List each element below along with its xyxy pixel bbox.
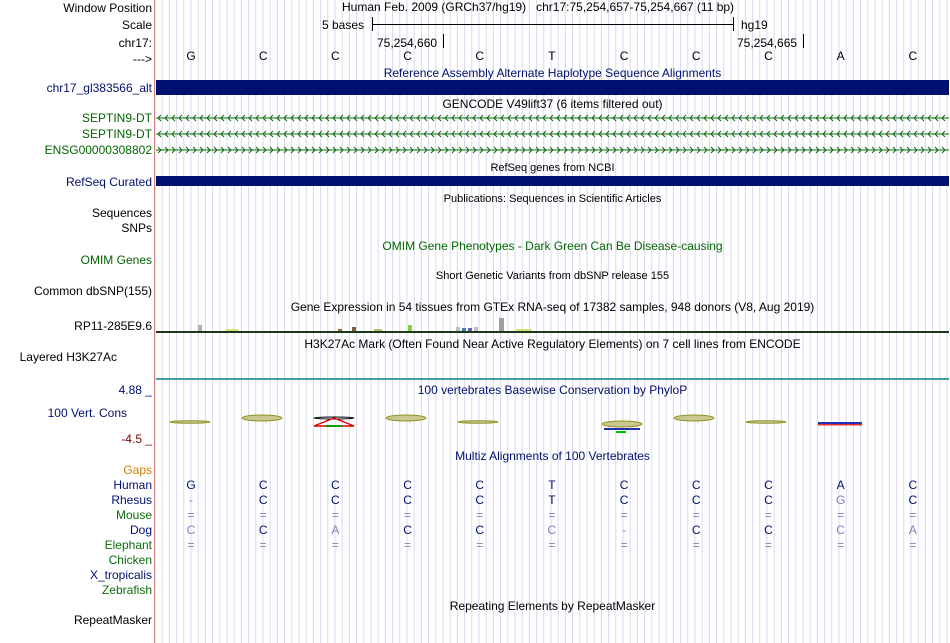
alignment-base: C [331, 493, 340, 507]
species-label-mouse[interactable]: Mouse [115, 508, 152, 522]
gencode-feature-2[interactable] [156, 128, 949, 140]
h3k27ac-signal[interactable] [156, 378, 949, 380]
sequences-label[interactable]: Sequences [91, 206, 152, 220]
chrom-label: chr17: [118, 36, 152, 50]
gtex-expression-bars[interactable] [156, 315, 949, 333]
scale-bar [372, 24, 733, 25]
alignment-base: A [908, 523, 917, 537]
position-tick-1 [443, 34, 444, 48]
alignment-base: C [764, 493, 773, 507]
alignment-base: C [258, 478, 268, 492]
gencode-feature-1[interactable] [156, 112, 949, 124]
assembly-name: Human Feb. 2009 (GRCh37/hg19) [342, 0, 527, 14]
species-label-dog[interactable]: Dog [129, 523, 152, 537]
species-label-chicken[interactable]: Chicken [108, 553, 152, 567]
gtex-label[interactable]: RP11-285E9.6 [74, 319, 152, 333]
snps-label[interactable]: SNPs [121, 221, 152, 235]
refseq-label[interactable]: RefSeq Curated [65, 175, 152, 189]
alignment-base: = [909, 538, 917, 552]
alignment-base: = [259, 508, 267, 522]
alignment-base: T [548, 493, 556, 507]
alignment-base: A [331, 523, 340, 537]
alignment-base: C [908, 493, 918, 507]
refseq-bar[interactable] [156, 176, 949, 186]
phylop-label[interactable]: 100 Vert. Cons [47, 406, 127, 420]
alignment-base: = [692, 538, 700, 552]
alt-haplotype-title[interactable]: Reference Assembly Alternate Haplotype Sequence Alignments [383, 66, 722, 80]
gencode-item-label-1[interactable]: SEPTIN9-DT [81, 111, 152, 125]
alignment-base: C [691, 478, 701, 492]
alignment-base: = [909, 508, 917, 522]
phylop-title[interactable]: 100 vertebrates Basewise Conservation by PhyloP [417, 383, 688, 397]
gencode-title[interactable]: GENCODE V49lift37 (6 items filtered out) [442, 97, 663, 111]
alignment-base: = [692, 508, 700, 522]
omim-title[interactable]: OMIM Gene Phenotypes - Dark Green Can Be Disease-causing [382, 239, 723, 253]
gaps-label[interactable]: Gaps [123, 463, 152, 477]
gencode-item-label-2[interactable]: SEPTIN9-DT [81, 127, 152, 141]
alignment-base: C [186, 523, 196, 537]
alignment-base: = [837, 508, 845, 522]
alignment-base: = [548, 508, 556, 522]
species-label-elephant[interactable]: Elephant [104, 538, 152, 552]
position-tick-label-1: 75,254,660 [377, 36, 438, 50]
scale-text: 5 bases [322, 18, 365, 32]
position-readout: chr17:75,254,657-75,254,667 (11 bp) [536, 0, 735, 14]
alignment-base: = [404, 538, 412, 552]
alignment-base: T [548, 478, 556, 492]
alignment-base: C [258, 523, 268, 537]
reference-base: A [836, 49, 845, 63]
species-label-x_tropicalis[interactable]: X_tropicalis [89, 568, 152, 582]
publications-title[interactable]: Publications: Sequences in Scientific Articles [443, 193, 662, 205]
alignment-base: = [259, 538, 267, 552]
reference-base: T [548, 49, 556, 63]
alignment-base: = [548, 538, 556, 552]
h3k27ac-title[interactable]: H3K27Ac Mark (Often Found Near Active Regulatory Elements) on 7 cell lines from ENCODE [304, 337, 801, 351]
strand-label: ---> [133, 52, 152, 66]
alignment-base: C [258, 493, 268, 507]
alignment-base: C [908, 478, 918, 492]
alignment-base: C [331, 478, 340, 492]
db-label: hg19 [741, 18, 768, 32]
phylop-min-label: -4.5 _ [121, 432, 152, 446]
alignment-base: = [764, 538, 772, 552]
species-label-rhesus[interactable]: Rhesus [111, 493, 152, 507]
refseq-title[interactable]: RefSeq genes from NCBI [490, 162, 615, 174]
alignment-base: = [331, 538, 339, 552]
alignment-base: C [403, 478, 412, 492]
alt-haplotype-label[interactable]: chr17_gl383566_alt [46, 81, 152, 95]
alignment-base: = [187, 538, 195, 552]
repeatmasker-label[interactable]: RepeatMasker [73, 613, 152, 627]
alignment-base: C [619, 493, 629, 507]
alignment-base: C [691, 523, 701, 537]
position-tick-label-2: 75,254,665 [737, 36, 798, 50]
gencode-item-label-3[interactable]: ENSG00000308802 [44, 143, 152, 157]
alignment-base: C [764, 523, 773, 537]
alignment-base: = [764, 508, 772, 522]
scale-label: Scale [121, 18, 152, 32]
gtex-title[interactable]: Gene Expression in 54 tissues from GTEx RNA-seq of 17382 samples, 948 donors (V8, Aug 2019) [290, 300, 815, 314]
alignment-base: C [403, 493, 412, 507]
window-position-label: Window Position [63, 1, 152, 15]
reference-base: C [403, 49, 412, 63]
alignment-base: = [620, 538, 628, 552]
reference-base: C [258, 49, 268, 63]
h3k27ac-label[interactable]: Layered H3K27Ac [19, 350, 117, 364]
phylop-max-label: 4.88 _ [118, 383, 152, 397]
position-tick-2 [803, 34, 804, 48]
alignment-base: = [476, 508, 484, 522]
alignment-base: G [835, 493, 846, 507]
reference-base: G [186, 49, 196, 63]
species-label-human[interactable]: Human [113, 478, 152, 492]
alignment-base: C [547, 523, 557, 537]
alignment-base: = [187, 508, 195, 522]
alignment-base: C [475, 493, 485, 507]
omim-label[interactable]: OMIM Genes [80, 253, 152, 267]
reference-base: C [764, 49, 773, 63]
reference-base: C [331, 49, 340, 63]
alignment-base: C [764, 478, 773, 492]
reference-base: C [475, 49, 485, 63]
alignment-base: C [619, 478, 629, 492]
scale-bar-right-tick [733, 17, 734, 31]
alignment-base: = [837, 538, 845, 552]
alignment-base: C [475, 523, 485, 537]
assembly-title [342, 0, 734, 14]
alignment-base: - [189, 493, 193, 507]
alignment-base: = [331, 508, 339, 522]
dbsnp-label[interactable]: Common dbSNP(155) [33, 284, 152, 298]
multiz-title[interactable]: Multiz Alignments of 100 Vertebrates [455, 449, 650, 463]
repeatmasker-title[interactable]: Repeating Elements by RepeatMasker [449, 599, 656, 613]
alignment-base: C [691, 493, 701, 507]
reference-base: C [619, 49, 629, 63]
gencode-feature-3[interactable] [156, 144, 949, 156]
species-label-zebrafish[interactable]: Zebrafish [101, 583, 152, 597]
reference-base: C [691, 49, 701, 63]
reference-base: C [908, 49, 918, 63]
alignment-base: G [186, 478, 196, 492]
dbsnp-title[interactable]: Short Genetic Variants from dbSNP release 155 [435, 270, 670, 282]
alignment-base: C [836, 523, 845, 537]
alignment-base: C [403, 523, 412, 537]
alt-haplotype-bar[interactable] [156, 80, 949, 95]
alignment-base: A [836, 478, 845, 492]
alignment-base: C [475, 478, 485, 492]
alignment-base: = [620, 508, 628, 522]
alignment-base: - [622, 523, 627, 537]
alignment-base: = [404, 508, 412, 522]
phylop-signal[interactable] [156, 410, 949, 438]
alignment-base: = [476, 538, 484, 552]
